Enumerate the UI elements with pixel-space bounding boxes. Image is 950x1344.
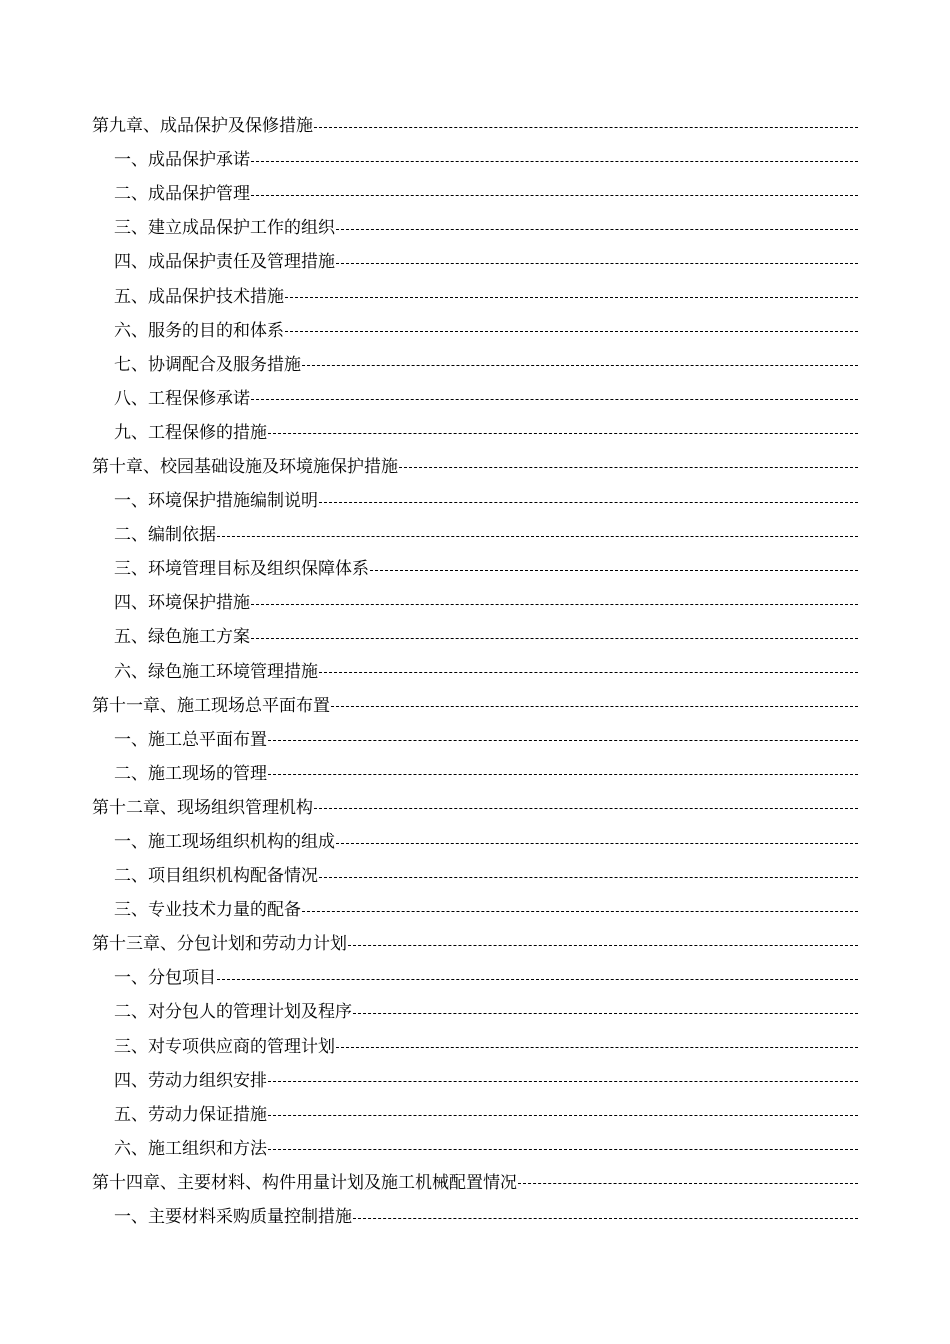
toc-leader: [251, 161, 858, 162]
toc-entry[interactable]: [92, 620, 858, 654]
toc-leader: [353, 1013, 858, 1014]
toc-entry-text: 五、成品保护技术措施: [114, 286, 284, 307]
toc-entry[interactable]: [92, 518, 858, 552]
toc-entry[interactable]: [92, 1166, 858, 1200]
toc-entry-text: 六、服务的目的和体系: [114, 320, 284, 341]
toc-leader: [370, 570, 858, 571]
toc-entry[interactable]: [92, 893, 858, 927]
toc-leader: [319, 502, 858, 503]
toc-entry[interactable]: [92, 1098, 858, 1132]
toc-entry-text: 第十一章、施工现场总平面布置: [92, 695, 330, 716]
toc-leader: [268, 1149, 858, 1150]
toc-leader: [319, 877, 858, 878]
toc-entry-text: 二、对分包人的管理计划及程序: [114, 1002, 352, 1023]
toc-entry[interactable]: [92, 825, 858, 859]
toc-entry-text: 七、协调配合及服务措施: [114, 354, 301, 375]
toc-entry[interactable]: [92, 791, 858, 825]
toc-entry-text: 五、绿色施工方案: [114, 627, 250, 648]
toc-entry-text: 九、工程保修的措施: [114, 422, 267, 443]
toc-entry-text: 第十四章、主要材料、构件用量计划及施工机械配置情况: [92, 1172, 517, 1193]
toc-entry-text: 二、成品保护管理: [114, 184, 250, 205]
toc-entry-text: 一、分包项目: [114, 968, 216, 989]
toc-leader: [319, 672, 858, 673]
toc-entry-text: 四、劳动力组织安排: [114, 1070, 267, 1091]
toc-entry[interactable]: [92, 859, 858, 893]
toc-leader: [302, 365, 858, 366]
toc-entry-text: 二、编制依据: [114, 525, 216, 546]
toc-entry-text: 一、施工总平面布置: [114, 729, 267, 750]
toc-leader: [518, 1183, 858, 1184]
toc-entry-text: 四、环境保护措施: [114, 593, 250, 614]
toc-entry-text: 八、工程保修承诺: [114, 388, 250, 409]
toc-entry-text: 五、劳动力保证措施: [114, 1104, 267, 1125]
toc-leader: [314, 808, 858, 809]
toc-entry[interactable]: [92, 177, 858, 211]
toc-leader: [302, 911, 858, 912]
toc-leader: [399, 467, 858, 468]
toc-entry-text: 四、成品保护责任及管理措施: [114, 252, 335, 273]
toc-entry[interactable]: [92, 109, 858, 143]
toc-entry-text: 第九章、成品保护及保修措施: [92, 116, 313, 137]
toc-entry[interactable]: [92, 314, 858, 348]
toc-entry-text: 六、绿色施工环境管理措施: [114, 661, 318, 682]
toc-entry[interactable]: [92, 484, 858, 518]
toc-entry-text: 一、环境保护措施编制说明: [114, 491, 318, 512]
toc-entry[interactable]: [92, 995, 858, 1029]
toc-entry[interactable]: [92, 552, 858, 586]
toc-entry[interactable]: [92, 450, 858, 484]
toc-leader: [336, 843, 858, 844]
toc-entry[interactable]: [92, 723, 858, 757]
toc-leader: [353, 1218, 858, 1219]
toc-entry-text: 一、施工现场组织机构的组成: [114, 832, 335, 853]
toc-leader: [285, 331, 858, 332]
toc-entry[interactable]: [92, 416, 858, 450]
toc-entry-text: 二、施工现场的管理: [114, 763, 267, 784]
table-of-contents: [92, 109, 858, 1234]
toc-leader: [251, 195, 858, 196]
toc-entry[interactable]: [92, 757, 858, 791]
toc-entry[interactable]: [92, 1030, 858, 1064]
toc-entry[interactable]: [92, 1064, 858, 1098]
toc-leader: [268, 433, 858, 434]
toc-leader: [217, 979, 858, 980]
toc-entry-text: 三、专业技术力量的配备: [114, 900, 301, 921]
toc-leader: [336, 229, 858, 230]
toc-entry-text: 一、主要材料采购质量控制措施: [114, 1207, 352, 1228]
toc-leader: [251, 604, 858, 605]
toc-entry-text: 三、对专项供应商的管理计划: [114, 1036, 335, 1057]
toc-entry[interactable]: [92, 961, 858, 995]
toc-entry[interactable]: [92, 211, 858, 245]
toc-entry[interactable]: [92, 279, 858, 313]
toc-leader: [336, 263, 858, 264]
toc-leader: [331, 706, 858, 707]
toc-entry[interactable]: [92, 586, 858, 620]
toc-entry[interactable]: [92, 655, 858, 689]
toc-leader: [314, 127, 858, 128]
toc-entry[interactable]: [92, 143, 858, 177]
toc-leader: [268, 740, 858, 741]
toc-leader: [268, 774, 858, 775]
toc-entry-text: 第十二章、现场组织管理机构: [92, 797, 313, 818]
toc-entry-text: 三、建立成品保护工作的组织: [114, 218, 335, 239]
toc-leader: [217, 536, 858, 537]
toc-leader: [336, 1047, 858, 1048]
toc-entry[interactable]: [92, 348, 858, 382]
toc-entry-text: 第十章、校园基础设施及环境施保护措施: [92, 456, 398, 477]
toc-leader: [348, 945, 858, 946]
toc-leader: [285, 297, 858, 298]
toc-entry[interactable]: [92, 245, 858, 279]
toc-entry-text: 三、环境管理目标及组织保障体系: [114, 559, 369, 580]
toc-entry-text: 二、项目组织机构配备情况: [114, 866, 318, 887]
toc-entry[interactable]: [92, 382, 858, 416]
toc-leader: [268, 1081, 858, 1082]
toc-entry[interactable]: [92, 689, 858, 723]
toc-entry-text: 第十三章、分包计划和劳动力计划: [92, 934, 347, 955]
toc-entry[interactable]: [92, 1132, 858, 1166]
toc-entry-text: 一、成品保护承诺: [114, 150, 250, 171]
toc-entry[interactable]: [92, 927, 858, 961]
toc-leader: [251, 399, 858, 400]
toc-entry-text: 六、施工组织和方法: [114, 1138, 267, 1159]
toc-leader: [251, 638, 858, 639]
toc-entry[interactable]: [92, 1200, 858, 1234]
toc-leader: [268, 1115, 858, 1116]
